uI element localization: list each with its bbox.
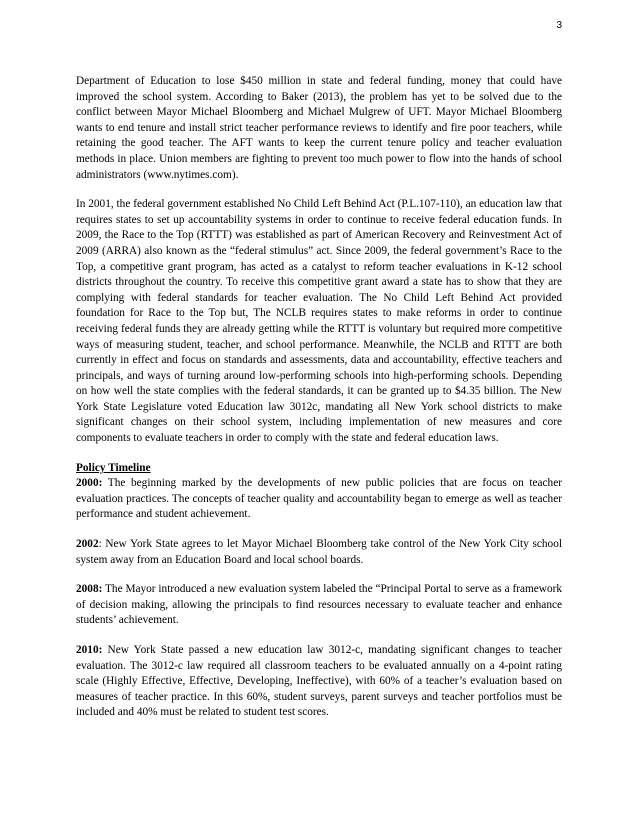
page-number: 3 (556, 20, 562, 31)
timeline-entry-2008 (76, 582, 562, 629)
timeline-year: 2002 (76, 538, 99, 551)
timeline-year: 2010: (76, 644, 103, 656)
document-body (76, 74, 562, 735)
timeline-entry-2002 (76, 537, 562, 568)
timeline-text: : New York State agrees to let Mayor Michael Bloomberg take control of the New York City school system away from an Education Board and local school boards. (76, 538, 562, 566)
timeline-heading: Policy Timeline (76, 461, 151, 474)
timeline-year: 2008: (76, 583, 103, 596)
body-paragraph: In 2001, the federal government established No Child Left Behind Act (P.L.107-110), an education law that requires states to set up accountability systems in order to continue to receive federal education funds. In 2009, the Race to the Top (RTTT) was established as part of American Recovery and Reinvestment Act of 2009 (ARRA) also known as the “federal stimulus” act. Since 2009, the federal government’s Race to the Top, a competitive grant program, has acted as a catalyst to reform teacher evaluations in K-12 school districts throughout the country. To receive this competitive grant award a state has to show that they are complying with federal standards for teacher evaluation. The No Child Left Behind Act provided foundation for Race to the Top but, The NCLB requires states to make reforms in order to continue receiving federal funds they are already getting while the RTTT is voluntary but required more competitive ways of measuring student, teacher, and school performance. Meanwhile, the NCLB and RTTT are both currently in effect and focus on standards and assessments, data and accountability, effective teachers and principals, and ways of turning around low-performing schools into high-performing schools. Depending on how well the state complies with the federal standards, it can be granted up to $4.35 billion. The New York State Legislature voted Education law 3012c, mandating all New York school districts to make significant changes on their school system, including implementation of new measures and core components to evaluate teachers in order to comply with the state and federal education laws. (76, 198, 562, 445)
timeline-text: New York State passed a new education law 3012-c, mandating significant changes to teacher evaluation. The 3012-c law required all classroom teachers to be evaluated annually on a 4-point rating scale (Highly Effective, Effective, Developing, Ineffective), with 60% of a teacher’s evaluation based on measures of teacher practice. In this 60%, student surveys, parent surveys and teacher portfolios must be included and 40% must be related to student test scores. (76, 644, 562, 719)
timeline-text: The Mayor introduced a new evaluation system labeled the “Principal Portal to serve as a framework of decision making, allowing the principals to find resources necessary to evaluate teacher and enhance students’ achievement. (76, 583, 562, 627)
body-paragraph: Department of Education to lose $450 million in state and federal funding, money that could have improved the school system. According to Baker (2013), the problem has yet to be solved due to the conflict between Mayor Michael Bloomberg and Michael Mulgrew of UFT. Mayor Michael Bloomberg wants to end tenure and install strict teacher performance reviews to identify and fire poor teachers, while retaining the good teacher. The AFT wants to keep the current tenure policy and teacher evaluation methods in place. Union members are fighting to prevent too much power to flow into the hands of school administrators (www.nytimes.com). (76, 75, 562, 181)
timeline-entry-2010 (76, 643, 562, 721)
timeline-year: 2000: (76, 477, 103, 490)
timeline-entry-2000 (76, 476, 562, 523)
timeline-text: The beginning marked by the developments of new public policies that are focus on teacher evaluation practices. The concepts of teacher quality and accountability began to emerge as well as teacher performance and student achievement. (76, 477, 562, 521)
